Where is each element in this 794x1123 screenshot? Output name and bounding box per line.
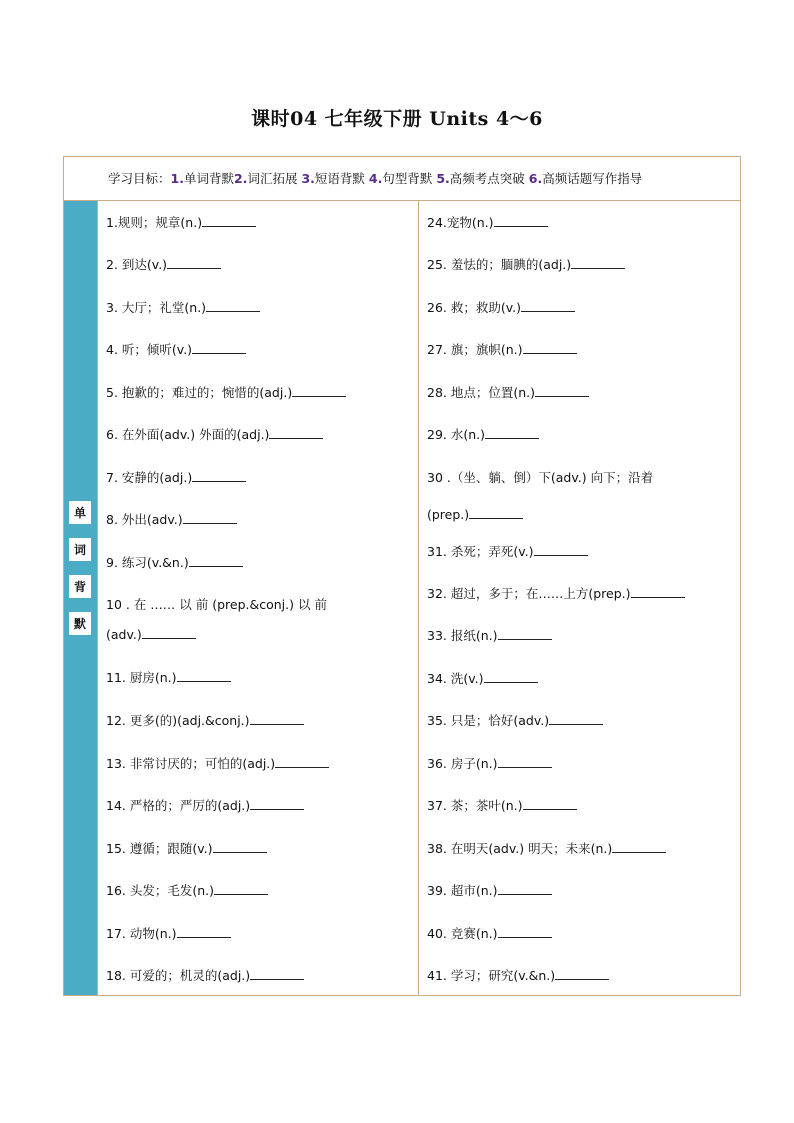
vocab-item: 6. 在外面(adv.) 外面的(adj.) <box>106 425 412 445</box>
goal-text: 短语背默 <box>314 171 365 186</box>
answer-blank[interactable] <box>275 755 329 768</box>
vocab-item: 5. 抱歉的；难过的；惋惜的(adj.) <box>106 383 412 403</box>
goal-number: 4. <box>368 171 383 186</box>
section-label-char: 默 <box>69 612 91 635</box>
vocab-table <box>63 156 741 996</box>
vocab-item: 15. 遵循；跟随(v.) <box>106 839 412 859</box>
goal-number: 6. <box>528 171 543 186</box>
goal-number: 2. <box>233 171 248 186</box>
answer-blank[interactable] <box>571 256 625 269</box>
answer-blank[interactable] <box>534 543 588 556</box>
answer-blank[interactable] <box>535 384 589 397</box>
section-label <box>69 501 91 649</box>
answer-blank[interactable] <box>631 585 685 598</box>
answer-blank[interactable] <box>485 426 539 439</box>
right-column <box>419 201 740 995</box>
answer-blank[interactable] <box>177 925 231 938</box>
section-label-char: 背 <box>69 575 91 598</box>
vocab-item: 35. 只是；恰好(adv.) <box>427 711 734 731</box>
goal-number: 1. <box>170 171 184 186</box>
vocab-item: 18. 可爱的；机灵的(adj.) <box>106 966 412 986</box>
answer-blank[interactable] <box>523 797 577 810</box>
answer-blank[interactable] <box>177 669 231 682</box>
goal-text: 高频考点突破 <box>449 171 525 186</box>
vocab-item: 27. 旗；旗帜(n.) <box>427 340 734 360</box>
page-title: 课时04 七年级下册 Units 4～6 <box>251 108 543 130</box>
answer-blank[interactable] <box>498 755 552 768</box>
vocab-item: 37. 茶；茶叶(n.) <box>427 796 734 816</box>
answer-blank[interactable] <box>250 712 304 725</box>
vocab-item: 34. 洗(v.) <box>427 669 734 689</box>
answer-blank[interactable] <box>484 670 538 683</box>
vocab-item: 4. 听；倾听(v.) <box>106 340 412 360</box>
vocab-item: 25. 羞怯的；腼腆的(adj.) <box>427 255 734 275</box>
answer-blank[interactable] <box>142 626 196 639</box>
answer-blank[interactable] <box>213 840 267 853</box>
vocab-item: 31. 杀死；弄死(v.) <box>427 542 734 562</box>
goal-number: 3. <box>301 171 315 186</box>
answer-blank[interactable] <box>498 925 552 938</box>
vocab-item: 17. 动物(n.) <box>106 924 412 944</box>
section-side-bar <box>64 201 98 995</box>
vocab-item: 14. 严格的；严厉的(adj.) <box>106 796 412 816</box>
vocab-item: (prep.) <box>427 505 734 525</box>
answer-blank[interactable] <box>202 214 256 227</box>
answer-blank[interactable] <box>250 967 304 980</box>
vocab-item: 16. 头发；毛发(n.) <box>106 881 412 901</box>
answer-blank[interactable] <box>498 627 552 640</box>
answer-blank[interactable] <box>555 967 609 980</box>
answer-blank[interactable] <box>521 299 575 312</box>
vocab-item: (adv.) <box>106 625 412 645</box>
answer-blank[interactable] <box>469 506 523 519</box>
answer-blank[interactable] <box>498 882 552 895</box>
vocab-item: 30 .（坐、躺、倒）下(adv.) 向下；沿着 <box>427 470 654 485</box>
vocab-item: 33. 报纸(n.) <box>427 626 734 646</box>
vocab-item: 12. 更多(的)(adj.&conj.) <box>106 711 412 731</box>
vocab-item: 3. 大厅；礼堂(n.) <box>106 298 412 318</box>
answer-blank[interactable] <box>214 882 268 895</box>
vocab-item: 28. 地点；位置(n.) <box>427 383 734 403</box>
vocab-item: 36. 房子(n.) <box>427 754 734 774</box>
vocab-item: 41. 学习；研究(v.&n.) <box>427 966 734 986</box>
goal-text: 单词背默 <box>183 171 234 186</box>
vocab-item: 10 . 在 …… 以 前 (prep.&conj.) 以 前 <box>106 597 327 612</box>
answer-blank[interactable] <box>192 469 246 482</box>
answer-blank[interactable] <box>523 341 577 354</box>
vocab-item: 26. 救；救助(v.) <box>427 298 734 318</box>
vocab-item: 24.宠物(n.) <box>427 213 734 233</box>
section-label-char: 单 <box>69 501 91 524</box>
answer-blank[interactable] <box>206 299 260 312</box>
section-label-char: 词 <box>69 538 91 561</box>
vocab-item: 38. 在明天(adv.) 明天；未来(n.) <box>427 839 734 859</box>
goals-prefix: 学习目标： <box>108 171 171 186</box>
vocab-item: 32. 超过，多于；在……上方(prep.) <box>427 584 734 604</box>
vocab-item: 7. 安静的(adj.) <box>106 468 412 488</box>
answer-blank[interactable] <box>189 554 243 567</box>
answer-blank[interactable] <box>250 797 304 810</box>
vocab-item: 13. 非常讨厌的；可怕的(adj.) <box>106 754 412 774</box>
vocab-item: 40. 竞赛(n.) <box>427 924 734 944</box>
left-column <box>98 201 419 995</box>
vocab-item: 29. 水(n.) <box>427 425 734 445</box>
answer-blank[interactable] <box>494 214 548 227</box>
vocab-item: 11. 厨房(n.) <box>106 668 412 688</box>
learning-goals-row <box>64 157 740 201</box>
answer-blank[interactable] <box>192 341 246 354</box>
goal-text: 句型背默 <box>382 171 433 186</box>
vocab-item: 8. 外出(adv.) <box>106 510 412 530</box>
answer-blank[interactable] <box>612 840 666 853</box>
answer-blank[interactable] <box>269 426 323 439</box>
goal-text: 词汇拓展 <box>247 171 298 186</box>
answer-blank[interactable] <box>183 511 237 524</box>
answer-blank[interactable] <box>167 256 221 269</box>
vocab-item: 1.规则；规章(n.) <box>106 213 412 233</box>
goal-number: 5. <box>436 171 450 186</box>
vocab-item: 9. 练习(v.&n.) <box>106 553 412 573</box>
answer-blank[interactable] <box>292 384 346 397</box>
answer-blank[interactable] <box>549 712 603 725</box>
vocab-item: 39. 超市(n.) <box>427 881 734 901</box>
goal-text: 高频话题写作指导 <box>542 171 643 186</box>
vocab-item: 2. 到达(v.) <box>106 255 412 275</box>
